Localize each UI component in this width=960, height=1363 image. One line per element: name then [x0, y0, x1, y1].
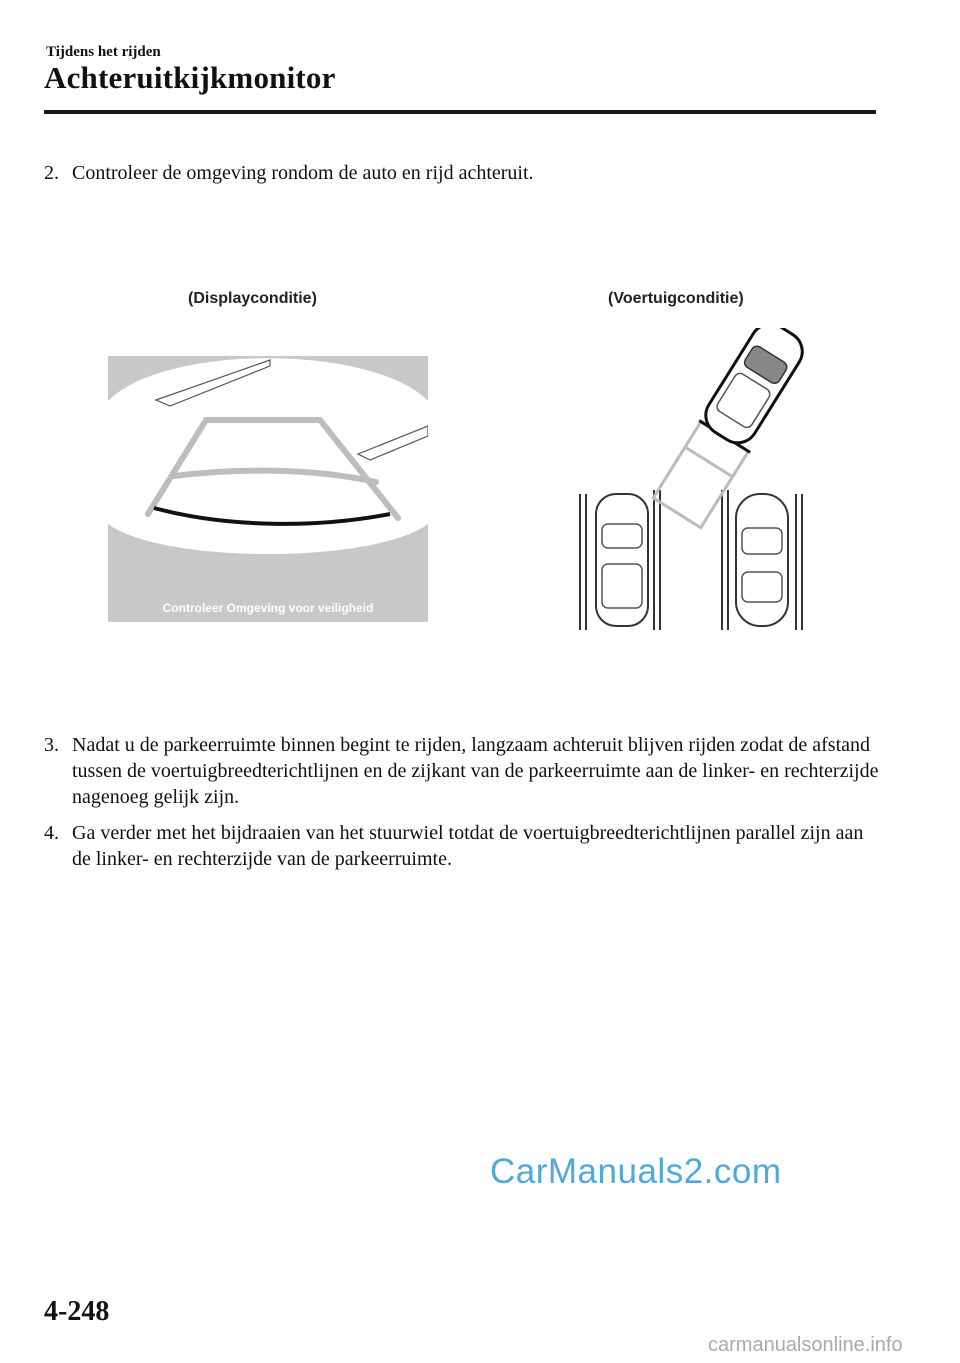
vehicle-position-illustration: [560, 328, 820, 633]
step-number: 2.: [44, 162, 59, 184]
parked-car-right: [736, 494, 788, 626]
vehicle-caption: (Voertuigconditie): [608, 290, 744, 307]
step-number: 3.: [44, 734, 59, 756]
page-number: 4-248: [44, 1296, 110, 1327]
parked-car-left: [596, 494, 648, 626]
step-text: Controleer de omgeving rondom de auto en rijd achteruit.: [72, 162, 534, 184]
title-divider: [44, 110, 876, 114]
step-text: Ga verder met het bijdraaien van het stuurwiel totdat de voertuigbreedterichtlijnen parallel zijn aan de linker- en rechterzijde van de parkeerruimte.: [72, 822, 864, 870]
page-title: Achteruitkijkmonitor: [44, 60, 336, 95]
display-notice: Controleer Omgeving voor veiligheid: [162, 601, 374, 615]
watermark-logo: CarManuals2.com: [490, 1152, 782, 1191]
section-label: Tijdens het rijden: [46, 44, 161, 60]
step-3: [44, 732, 884, 810]
step-4: [44, 820, 884, 872]
display-caption: (Displayconditie): [188, 290, 317, 307]
step-2: [44, 160, 884, 186]
step-text: Nadat u de parkeerruimte binnen begint te rijden, langzaam achteruit blijven rijden zodat de afstand tussen de voertuigbreedterichtlijnen en de zijkant van de parkeerruimte aan de linker- en rechterzijde nagenoeg gelijk zijn.: [72, 734, 879, 808]
reversing-car: [698, 328, 810, 450]
footer-site-link[interactable]: carmanualsonline.info: [708, 1334, 903, 1356]
rear-view-display-illustration: [108, 356, 428, 622]
step-number: 4.: [44, 822, 59, 844]
